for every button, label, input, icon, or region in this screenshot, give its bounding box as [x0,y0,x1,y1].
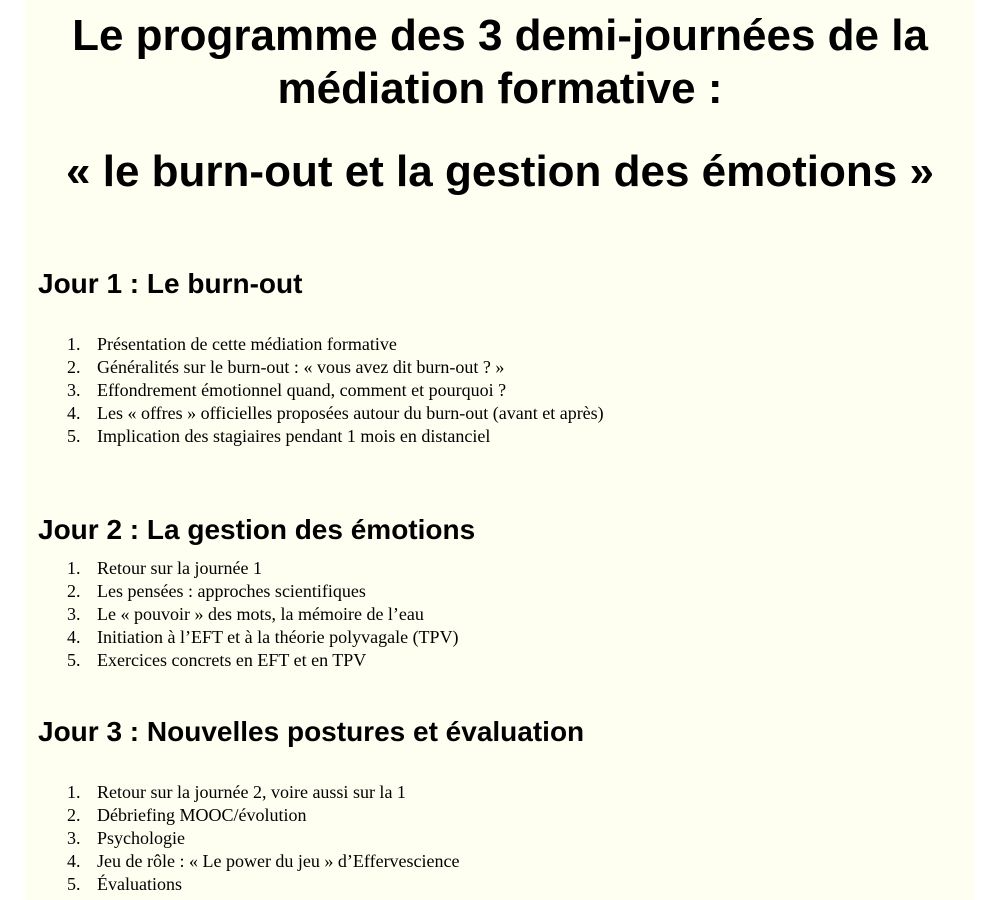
list-item-text: Psychologie [97,828,185,848]
list-number: 3. [67,380,81,400]
list-item-text: Débriefing MOOC/évolution [97,805,307,825]
list-number: 4. [67,403,81,423]
list-item-text: Le « pouvoir » des mots, la mémoire de l’eau [97,604,424,624]
list-number: 2. [67,581,81,601]
list-item-text: Retour sur la journée 2, voire aussi sur la 1 [97,782,406,802]
day-1-heading: Jour 1 : Le burn-out [38,268,303,299]
day-3-heading: Jour 3 : Nouvelles postures et évaluation [38,716,585,747]
list-number: 1. [67,558,81,578]
list-item-text: Évaluations [97,874,182,894]
list-item-text: Présentation de cette médiation formative [97,334,397,354]
list-item-text: Jeu de rôle : « Le power du jeu » d’Effervescience [97,851,460,871]
list-item-text: Effondrement émotionnel quand, comment et pourquoi ? [97,380,507,400]
list-item-text: Initiation à l’EFT et à la théorie polyvagale (TPV) [97,627,459,647]
page-title-line-1: Le programme des 3 demi-journées de la [72,11,928,60]
page-title-line-2: médiation formative : [277,64,723,113]
list-number: 5. [67,874,81,894]
list-number: 3. [67,604,81,624]
list-number: 4. [67,851,81,871]
list-number: 1. [67,334,81,354]
page-subtitle: « le burn-out et la gestion des émotions » [66,147,934,196]
list-item-text: Implication des stagiaires pendant 1 mois en distanciel [97,426,491,446]
list-item-text: Les pensées : approches scientifiques [97,581,366,601]
list-number: 5. [67,426,81,446]
list-number: 2. [67,805,81,825]
list-item-text: Les « offres » officielles proposées autour du burn-out (avant et après) [97,403,604,423]
list-number: 3. [67,828,81,848]
document-page [25,0,975,900]
list-item-text: Exercices concrets en EFT et en TPV [97,650,367,670]
list-item-text: Retour sur la journée 1 [97,558,262,578]
page-title [25,9,975,115]
list-item-text: Généralités sur le burn-out : « vous avez dit burn-out ? » [97,357,505,377]
list-number: 2. [67,357,81,377]
list-number: 4. [67,627,81,647]
list-number: 5. [67,650,81,670]
list-number: 1. [67,782,81,802]
day-2-heading: Jour 2 : La gestion des émotions [38,514,476,545]
